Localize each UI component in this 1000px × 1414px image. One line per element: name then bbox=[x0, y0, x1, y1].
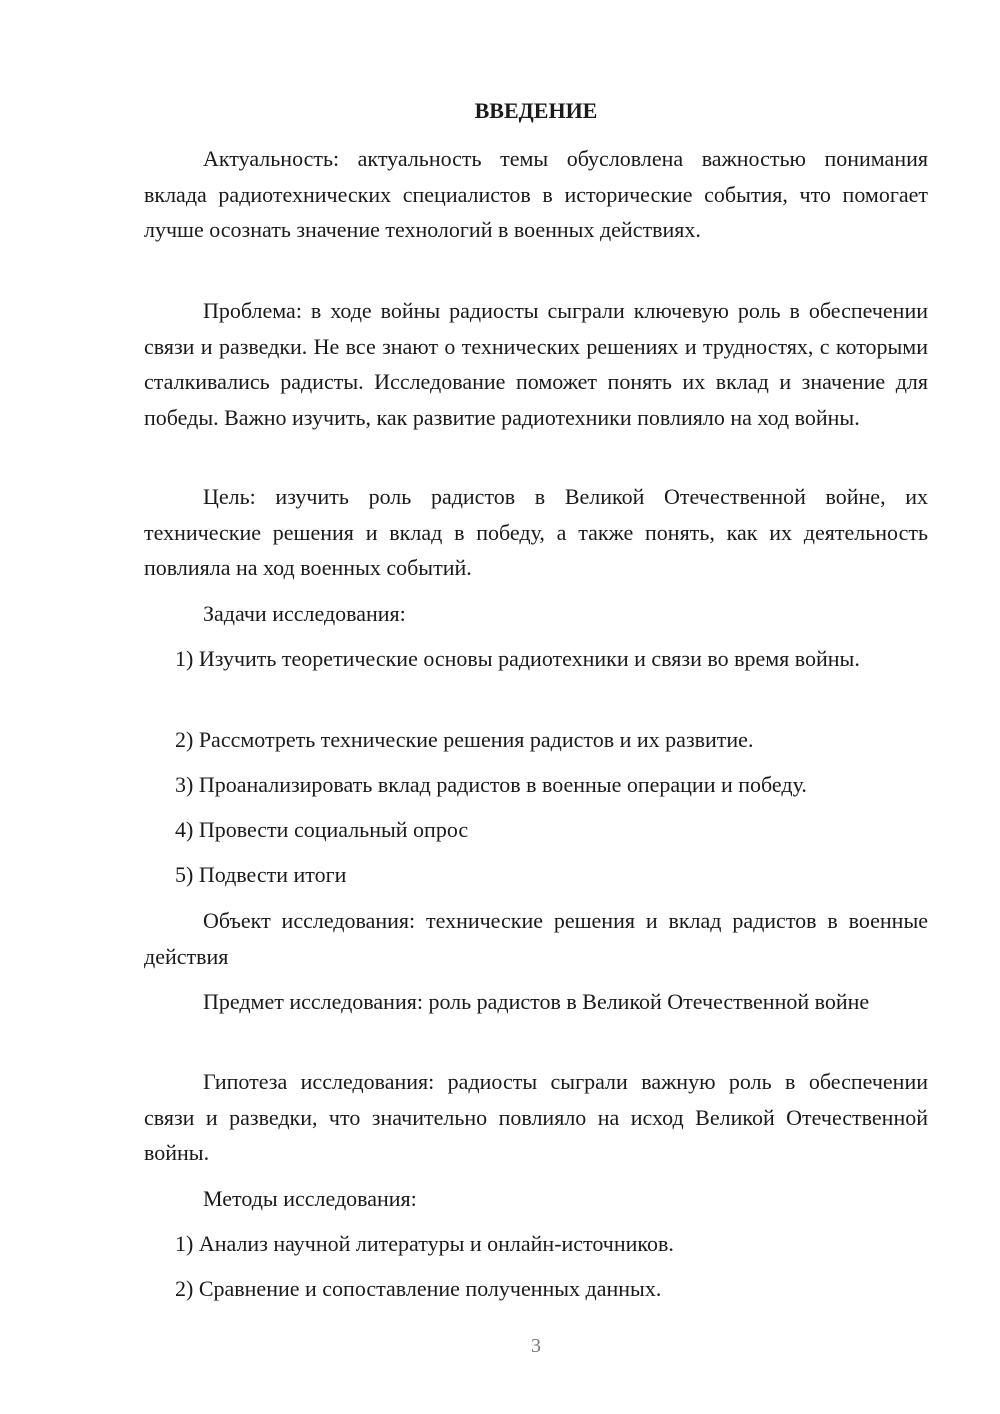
methods-title: Методы исследования: bbox=[203, 1186, 417, 1211]
task-item-2: 2) Рассмотреть технические решения радистов и их развитие. bbox=[175, 727, 754, 752]
method-item-1: 1) Анализ научной литературы и онлайн-источников. bbox=[175, 1231, 674, 1256]
task-item-4: 4) Провести социальный опрос bbox=[175, 817, 469, 842]
paragraph-hypothesis: Гипотеза исследования: радиосты сыграли важную роль в обеспечении связи и разведки, что значительно повлияло на исход Великой Отечественной войны. bbox=[144, 1069, 928, 1165]
page-title: ВВЕДЕНИЕ bbox=[474, 98, 598, 123]
paragraph-goal: Цель: изучить роль радистов в Великой Отечественной войне, их технические решения и вклад в победу, а также понять, как их деятельность повлияла на ход военных событий. bbox=[144, 484, 928, 580]
paragraph-problem: Проблема: в ходе войны радиосты сыграли ключевую роль в обеспечении связи и разведки. Не все знают о технических решениях и трудностях, с которыми сталкивались радисты. Исследование поможет понять их вклад и значение для победы. Важно изучить, как развитие радиотехники повлияло на ход войны. bbox=[144, 298, 928, 430]
task-item-1: 1) Изучить теоретические основы радиотехники и связи во время войны. bbox=[175, 646, 860, 671]
paragraph-relevance: Актуальность: актуальность темы обусловлена важностью понимания вклада радиотехнических специалистов в исторические события, что помогает лучше осознать значение технологий в военных действиях. bbox=[144, 146, 928, 242]
task-item-5: 5) Подвести итоги bbox=[175, 862, 347, 887]
paragraph-subject: Предмет исследования: роль радистов в Великой Отечественной войне bbox=[203, 989, 870, 1014]
page-number: 3 bbox=[531, 1335, 541, 1357]
tasks-title: Задачи исследования: bbox=[203, 601, 406, 626]
paragraph-object: Объект исследования: технические решения и вклад радистов в военные действия bbox=[144, 908, 928, 969]
task-item-3: 3) Проанализировать вклад радистов в военные операции и победу. bbox=[175, 772, 807, 797]
method-item-2: 2) Сравнение и сопоставление полученных данных. bbox=[175, 1276, 662, 1301]
